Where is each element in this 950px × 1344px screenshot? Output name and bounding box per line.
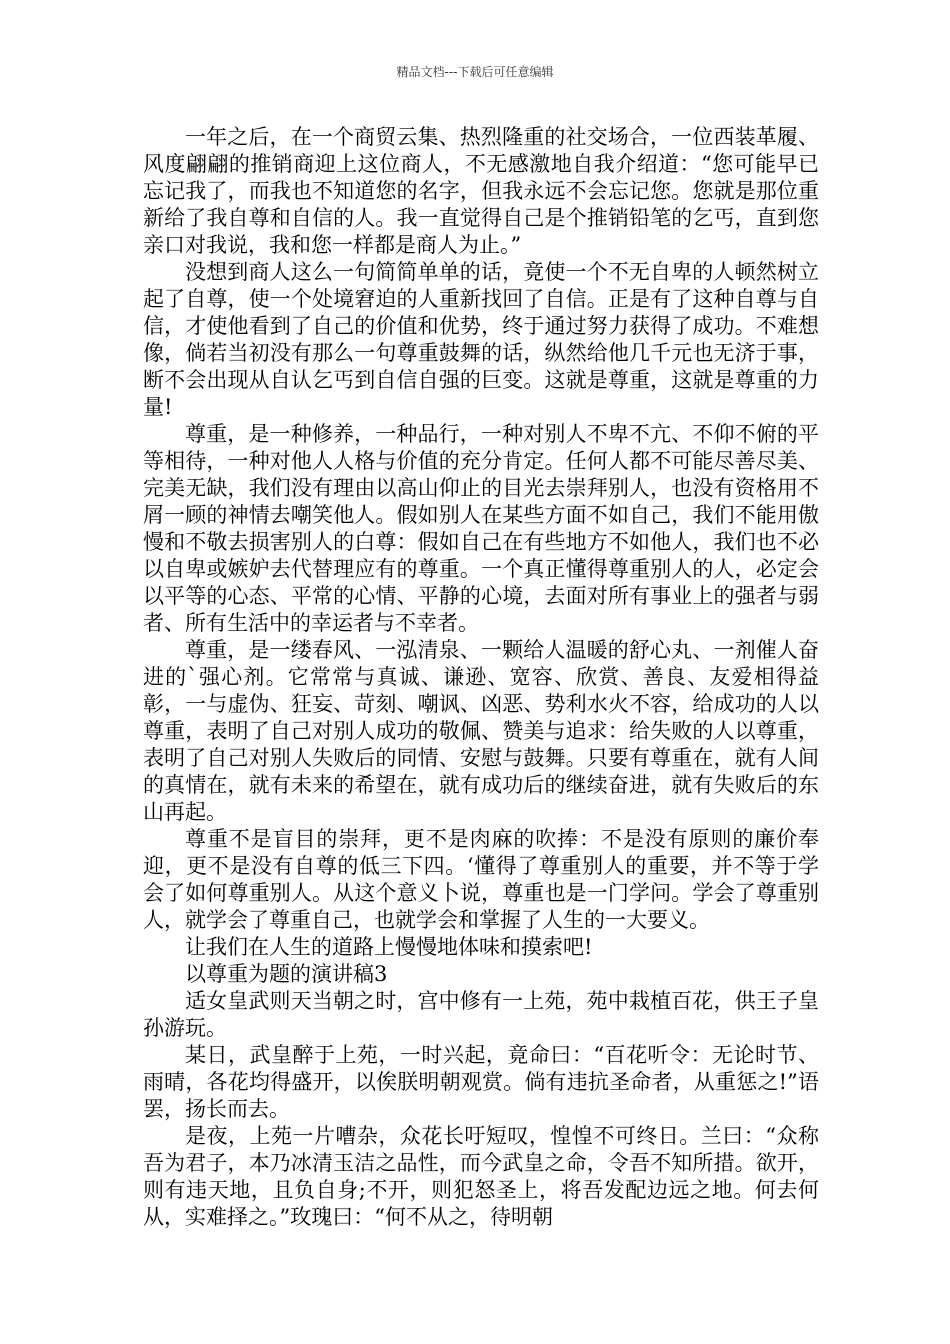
paragraph: 适女皇武则天当朝之时，宫中修有一上苑，苑中栽植百花，供王子皇孙游玩。 [143,989,819,1040]
paragraph: 一年之后，在一个商贸云集、热烈隆重的社交场合，一位西装革履、风度翩翩的推销商迎上这位商人，不无感激地自我介绍道：“您可能早已忘记我了，而我也不知道您的名字，但我永远不会忘记您。您就是那位重新给了我自尊和自信的人。我一直觉得自己是个推销铅笔的乞丐，直到您亲口对我说，我和您一样都是商人为止。” [143,125,819,257]
page-header: 精品文档---下载后可任意编辑 [396,65,554,79]
paragraph: 尊重不是盲目的崇拜，更不是肉麻的吹捧：不是没有原则的廉价奉迎，更不是没有自尊的低三下四。‘懂得了尊重别人的重要，并不等于学会了如何尊重别人。从这个意义卜说，尊重也是一门学问。学会了尊重别人，就学会了尊重自己，也就学会和掌握了人生的一大要义。 [143,827,819,932]
paragraph: 是夜，上苑一片嘈杂，众花长吁短叹，惶惶不可终日。兰曰：“众称吾为君子，本乃冰清玉洁之品性，而今武皇之命，令吾不知所措。欲开，则有违天地，且负自身;不开，则犯怒圣上，将吾发配边远之地。何去何从，实难择之。”玫瑰曰：“何不从之，待明朝 [143,1124,819,1229]
document-body [143,124,819,1231]
paragraph: 尊重，是一缕春风、一泓清泉、一颗给人温暖的舒心丸、一剂催人奋进的`强心剂。它常常与真诚、谦逊、宽容、欣赏、善良、友爱相得益彰，一与虚伪、狂妄、苛刻、嘲讽、凶恶、势利水火不容，给成功的人以尊重，表明了自己对别人成功的敬佩、赞美与追求：给失败的人以尊重，表明了自己对别人失败后的同情、安慰与鼓舞。只要有尊重在，就有人间的真情在，就有未来的希望在，就有成功后的继续奋进，就有失败后的东山再起。 [143,638,819,824]
paragraph: 尊重，是一种修养，一种品行，一种对别人不卑不亢、不仰不俯的平等相待，一种对他人人格与价值的充分肯定。任何人都不可能尽善尽美、完美无缺，我们没有理由以高山仰止的目光去崇拜别人，也没有资格用不屑一顾的神情去嘲笑他人。假如别人在某些方面不如自己，我们不能用傲慢和不敬去损害别人的白尊：假如自己在有些地方不如他人，我们也不必以自卑或嫉妒去代替理应有的尊重。一个真正懂得尊重别人的人，必定会以平等的心态、平常的心情、平静的心境，去面对所有事业上的强者与弱者、所有生活中的幸运者与不幸者。 [143,422,819,635]
section-title: 以尊重为题的演讲稿3 [185,962,388,986]
paragraph: 没想到商人这么一句简简单单的话，竟使一个不无自卑的人顿然树立起了自尊，使一个处境窘迫的人重新找回了自信。正是有了这种自尊与自信，才使他看到了自己的价值和优势，终于通过努力获得了成功。不难想像，倘若当初没有那么一句尊重鼓舞的话，纵然给他几千元也无济于事，断不会出现从自认乞丐到自信自强的巨变。这就是尊重，这就是尊重的力量! [143,260,819,419]
paragraph: 某日，武皇醉于上苑，一时兴起，竟命曰：“百花听令：无论时节、雨晴，各花均得盛开，以俟朕明朝观赏。倘有违抗圣命者，从重惩之!”语罢，扬长而去。 [143,1043,819,1121]
paragraph: 让我们在人生的道路上慢慢地体味和摸索吧! [185,935,593,959]
